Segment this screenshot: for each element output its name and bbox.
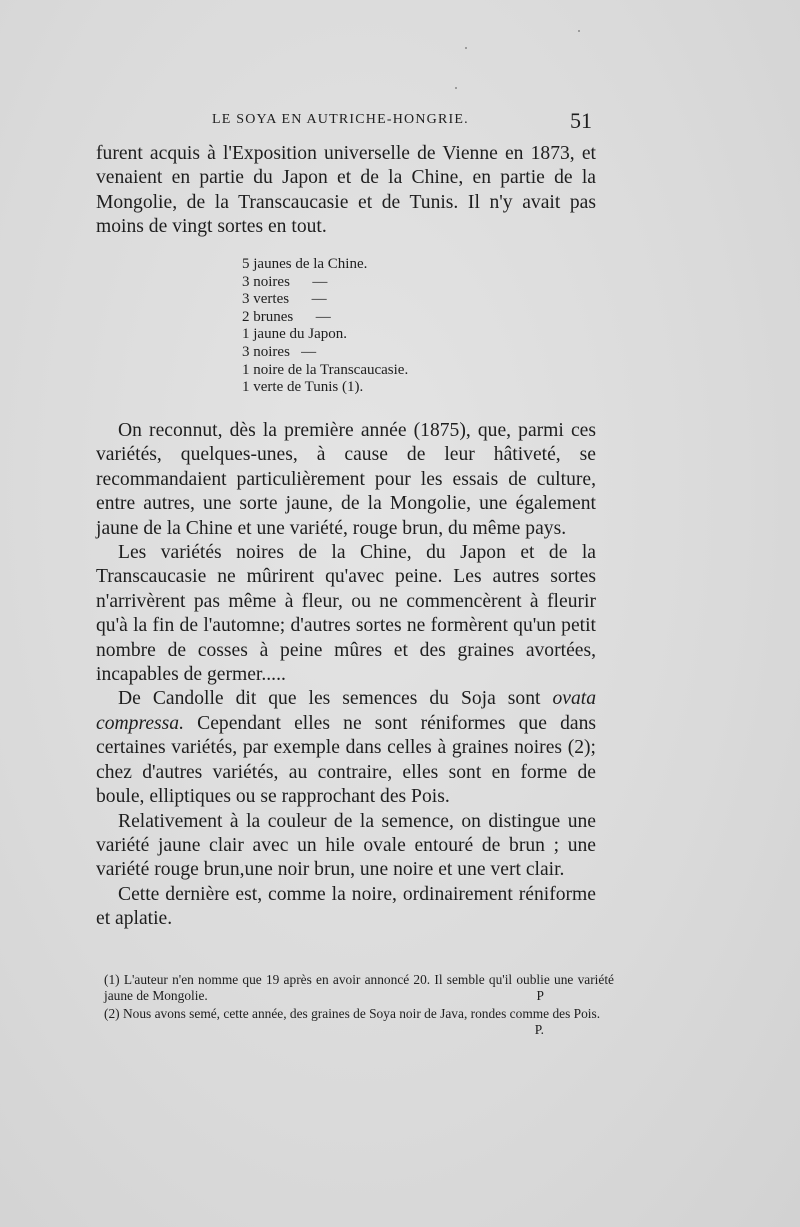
list-item: 3 noires — xyxy=(242,343,317,360)
paragraph: Les variétés noires de la Chine, du Japon et de la Transcaucasie ne mûrirent qu'avec peine. Les autres sortes n'arrivèrent pas même à fleur, ou ne commencèrent à fleurir qu'à la fin de l'automne; d'autres sortes ne formèrent qu'un petit nombre de cosses à peine mûres et des graines avortées, incapables de germer..... xyxy=(96,542,596,686)
page-header xyxy=(96,108,596,138)
footnote-signature: P xyxy=(536,988,544,1004)
list-item: 3 vertes — xyxy=(242,291,327,308)
footnotes xyxy=(104,972,614,1039)
latin-term: ovata compressa. xyxy=(96,688,596,734)
intro-paragraph: furent acquis à l'Exposition universelle de Vienne en 1873, et venaient en partie du Japon et de la Chine, en partie de la Mongolie, de la Transcaucasie et de Tunis. Il n'y avait pas moins de vingt sortes en tout. xyxy=(96,143,596,238)
list-item: 2 brunes — xyxy=(242,308,331,325)
paper-speck xyxy=(465,47,467,49)
page-number: 51 xyxy=(570,108,592,133)
footnote-text: (2) Nous avons semé, cette année, des graines de Soya noir de Java, rondes comme des Pois. xyxy=(104,1005,601,1021)
footnote-signature: P. xyxy=(534,1022,544,1038)
variety-list xyxy=(242,256,408,397)
main-text xyxy=(96,419,596,932)
paper-speck xyxy=(455,87,457,89)
list-item: 1 jaune du Japon. xyxy=(242,326,347,343)
paper-speck xyxy=(578,30,580,32)
paragraph xyxy=(96,687,596,809)
list-item: 1 verte de Tunis (1). xyxy=(242,379,364,396)
footnote xyxy=(104,1005,614,1038)
footnote xyxy=(104,972,614,1005)
list-item: 5 jaunes de la Chine. xyxy=(242,256,368,272)
intro-text xyxy=(96,142,596,240)
list-item: 1 noire de la Transcaucasie. xyxy=(242,361,409,378)
footnote-text: (1) L'auteur n'en nomme que 19 après en avoir annoncé 20. Il semble qu'il oublie une variété jaune de Mongolie. xyxy=(104,972,614,1004)
paragraph-text: Cependant elles ne sont réniformes que dans certaines variétés, par exemple dans celles à graines noires (2); chez d'autres variétés, au contraire, elles sont en forme de boule, elliptiques ou se rapprochant des Pois. xyxy=(96,712,596,808)
paragraph: On reconnut, dès la première année (1875), que, parmi ces variétés, quelques-unes, à cause de leur hâtiveté, se recommandaient particulièrement pour les essais de culture, entre autres, une sorte jaune, de la Mongolie, une également jaune de la Chine et une variété, rouge brun, du même pays. xyxy=(96,420,596,539)
list-item: 3 noires — xyxy=(242,273,328,290)
paragraph-text: De Candolle dit que les semences du Soja sont xyxy=(118,688,553,710)
paragraph: Cette dernière est, comme la noire, ordinairement réniforme et aplatie. xyxy=(96,883,596,930)
running-head: LE SOYA EN AUTRICHE-HONGRIE. xyxy=(212,112,469,127)
paragraph: Relativement à la couleur de la semence, on distingue une variété jaune clair avec un hile ovale entouré de brun ; une variété rouge brun,une noir brun, une noire et une vert clair. xyxy=(96,810,596,881)
